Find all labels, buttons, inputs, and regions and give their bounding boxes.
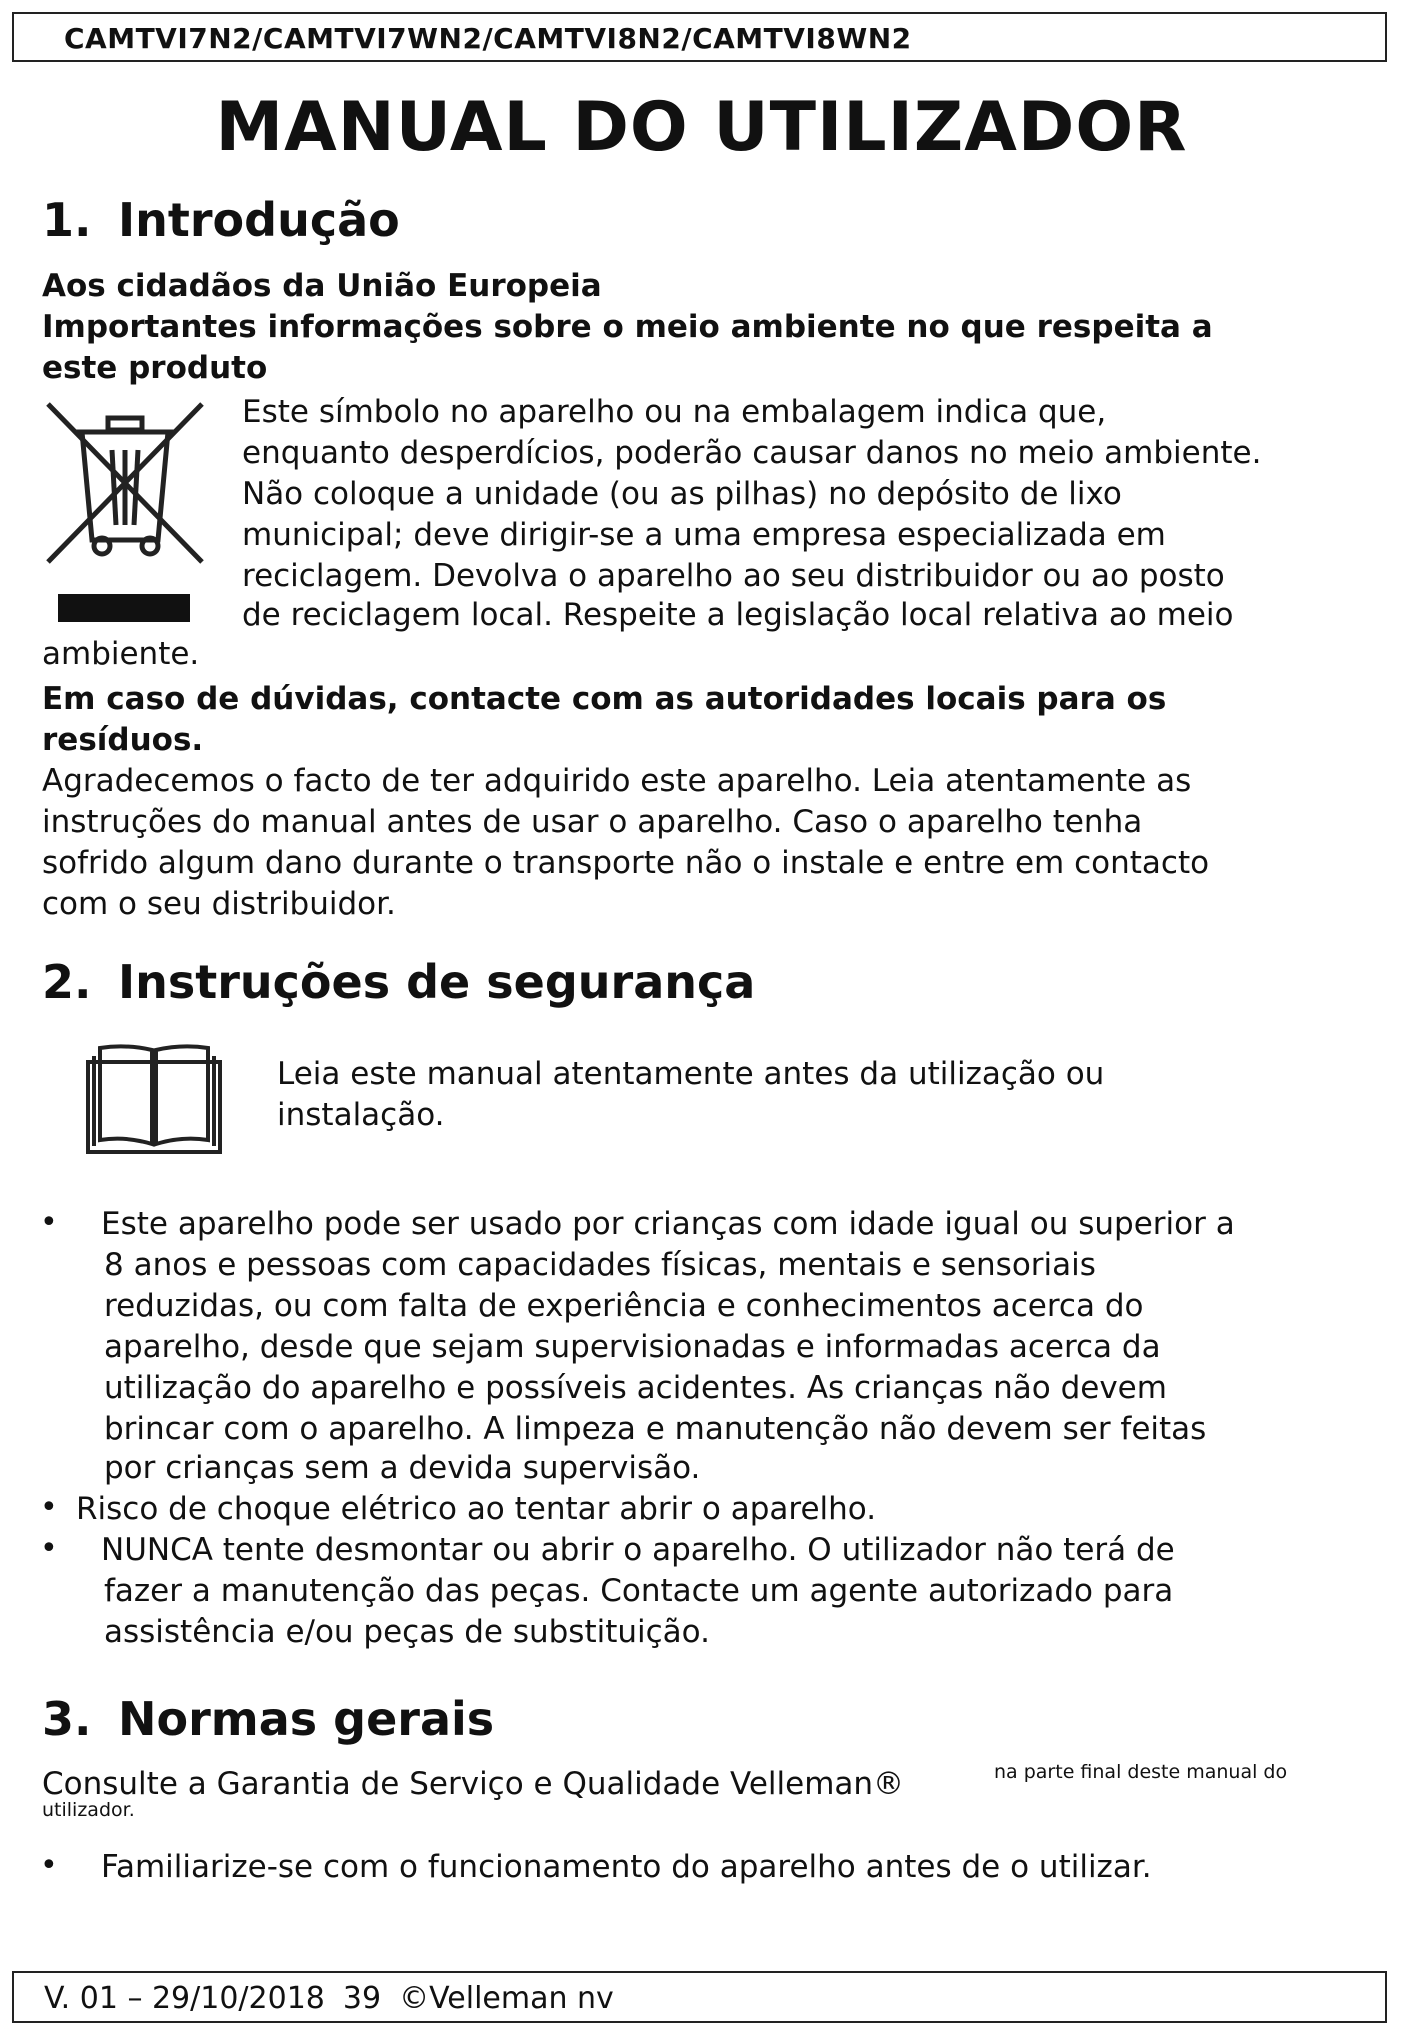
footer-copyright: ©Velleman nv [399,1981,614,2016]
section-2-heading [42,955,755,1009]
model-header [12,12,1387,62]
read-manual-line-1: Leia este manual atentamente antes da utilização ou [277,1056,1105,1092]
model-list: CAMTVI7N2/CAMTVI7WN2/CAMTVI8N2/CAMTVI8WN2 [64,22,912,55]
doubts-line-2: resíduos. [42,722,204,758]
weee-text-6: de reciclagem local. Respeite a legislação local relativa ao meio [242,597,1234,633]
weee-text-tail: ambiente. [42,636,200,672]
read-manual-line-2: instalação. [277,1097,445,1133]
section-title: Introdução [118,193,400,247]
thanks-line-4: com o seu distribuidor. [42,886,396,922]
footer-version: V. 01 – 29/10/2018 [44,1981,325,2016]
bullet-icon: • [40,1531,58,1566]
safety-bullet-1-line-1: Este aparelho pode ser usado por crianças com idade igual ou superior a [101,1206,1235,1242]
weee-text-4: municipal; deve dirigir-se a uma empresa especializada em [242,517,1166,553]
section-title: Instruções de segurança [118,955,756,1009]
bullet-icon: • [40,1848,58,1883]
read-manual-book-icon [84,1040,224,1156]
page-title: MANUAL DO UTILIZADOR [215,88,1188,167]
general-bullet-1: Familiarize-se com o funcionamento do aparelho antes de o utilizar. [101,1849,1152,1885]
safety-bullet-1-line-7: por crianças sem a devida supervisão. [104,1450,701,1486]
safety-bullet-3-line-2: fazer a manutenção das peças. Contacte um agente autorizado para [104,1573,1174,1609]
weee-bin-icon [42,400,208,630]
thanks-line-2: instruções do manual antes de usar o aparelho. Caso o aparelho tenha [42,804,1143,840]
weee-text-1: Este símbolo no aparelho ou na embalagem indica que, [242,394,1107,430]
bullet-icon: • [40,1490,58,1525]
section-number: 3. [42,1692,92,1746]
environment-heading-line2: este produto [42,350,268,386]
safety-bullet-3-line-3: assistência e/ou peças de substituição. [104,1614,710,1650]
footer-page-number: 39 [342,1981,382,2016]
eu-citizens-heading: Aos cidadãos da União Europeia [42,268,602,304]
guarantee-small-text: na parte final deste manual do [994,1761,1288,1783]
guarantee-text: Consulte a Garantia de Serviço e Qualidade Velleman® [42,1766,905,1802]
environment-heading-line1: Importantes informações sobre o meio ambiente no que respeita a [42,309,1213,345]
section-number: 1. [42,193,92,247]
safety-bullet-1-line-5: utilização do aparelho e possíveis acidentes. As crianças não devem [104,1370,1167,1406]
bullet-icon: • [40,1205,58,1240]
doubts-line-1: Em caso de dúvidas, contacte com as autoridades locais para os [42,681,1167,717]
weee-text-5: reciclagem. Devolva o aparelho ao seu distribuidor ou ao posto [242,558,1225,594]
safety-bullet-1-line-2: 8 anos e pessoas com capacidades físicas, mentais e sensoriais [104,1247,1096,1283]
section-title: Normas gerais [118,1692,495,1746]
weee-text-2: enquanto desperdícios, poderão causar danos no meio ambiente. [242,435,1262,471]
safety-bullet-1-line-4: aparelho, desde que sejam supervisionadas e informadas acerca da [104,1329,1161,1365]
guarantee-small-tail: utilizador. [42,1799,135,1821]
weee-text-3: Não coloque a unidade (ou as pilhas) no depósito de lixo [242,476,1122,512]
section-3-heading [42,1692,494,1746]
safety-bullet-1-line-3: reduzidas, ou com falta de experiência e conhecimentos acerca do [104,1288,1144,1324]
page-footer [12,1971,1387,2023]
safety-bullet-2: Risco de choque elétrico ao tentar abrir o aparelho. [76,1491,877,1527]
safety-bullet-3-line-1: NUNCA tente desmontar ou abrir o aparelho. O utilizador não terá de [101,1532,1175,1568]
safety-bullet-1-line-6: brincar com o aparelho. A limpeza e manutenção não devem ser feitas [104,1411,1207,1447]
thanks-line-1: Agradecemos o facto de ter adquirido este aparelho. Leia atentamente as [42,763,1192,799]
section-1-heading [42,193,400,247]
section-number: 2. [42,955,92,1009]
footer-text [44,1981,632,2016]
thanks-line-3: sofrido algum dano durante o transporte não o instale e entre em contacto [42,845,1210,881]
